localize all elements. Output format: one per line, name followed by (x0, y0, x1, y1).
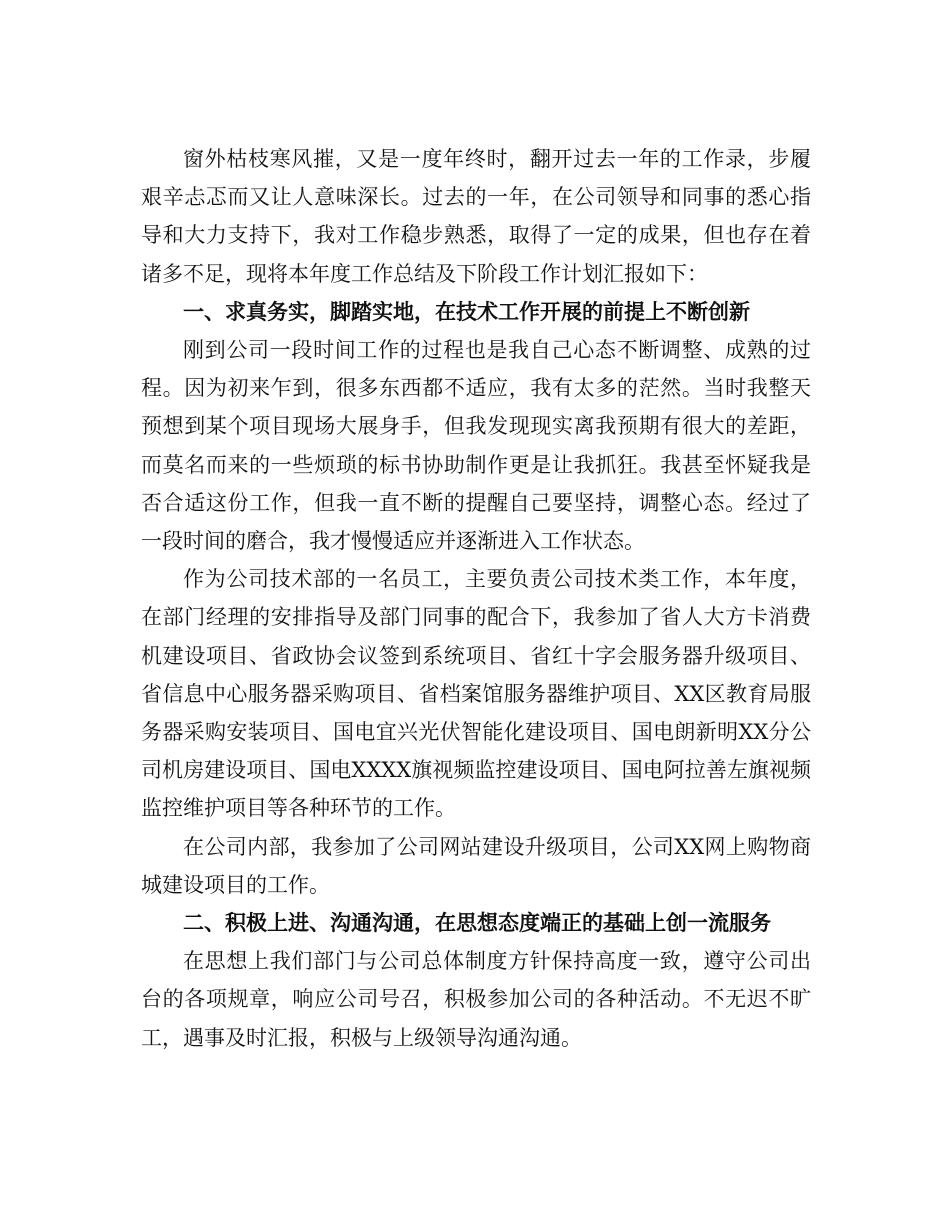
section-heading-2: 二、积极上进、沟通沟通，在思想态度端正的基础上创一流服务 (183, 910, 771, 936)
section-heading-1: 一、求真务实，脚踏实地，在技术工作开展的前提上不断创新 (183, 298, 750, 324)
intro-paragraph: 窗外枯枝寒风摧，又是一度年终时，翻开过去一年的工作录，步履艰辛忐忑而又让人意味深长。过去的一年，在公司领导和同事的悉心指导和大力支持下，我对工作稳步熟悉，取得了一定的成果，但也存在着诸多不足，现将本年度工作总结及下阶段工作计划汇报如下： (141, 147, 811, 286)
body-paragraph: 刚到公司一段时间工作的过程也是我自己心态不断调整、成熟的过程。因为初来乍到，很多东西都不适应，我有太多的茫然。当时我整天预想到某个项目现场大展身手，但我发现现实离我预期有很大的差距，而莫名而来的一些烦琐的标书协助制作更是让我抓狂。我甚至怀疑我是否合适这份工作，但我一直不断的提醒自己要坚持，调整心态。经过了一段时间的磨合，我才慢慢适应并逐渐进入工作状态。 (141, 338, 811, 554)
document-body (141, 140, 811, 1057)
body-paragraph: 在思想上我们部门与公司总体制度方针保持高度一致，遵守公司出台的各项规章，响应公司号召，积极参加公司的各种活动。不无迟不旷工，遇事及时汇报，积极与上级领导沟通沟通。 (141, 949, 811, 1050)
body-paragraph: 在公司内部，我参加了公司网站建设升级项目，公司XX网上购物商城建设项目的工作。 (141, 834, 811, 897)
body-paragraph: 作为公司技术部的一名员工，主要负责公司技术类工作，本年度，在部门经理的安排指导及部门同事的配合下，我参加了省人大方卡消费机建设项目、省政协会议签到系统项目、省红十字会服务器升级项目、省信息中心服务器采购项目、省档案馆服务器维护项目、XX区教育局服务器采购安装项目、国电宜兴光伏智能化建设项目、国电朗新明XX分公司机房建设项目、国电XXXX旗视频监控建设项目、国电阿拉善左旗视频监控维护项目等各种环节的工作。 (141, 567, 811, 821)
